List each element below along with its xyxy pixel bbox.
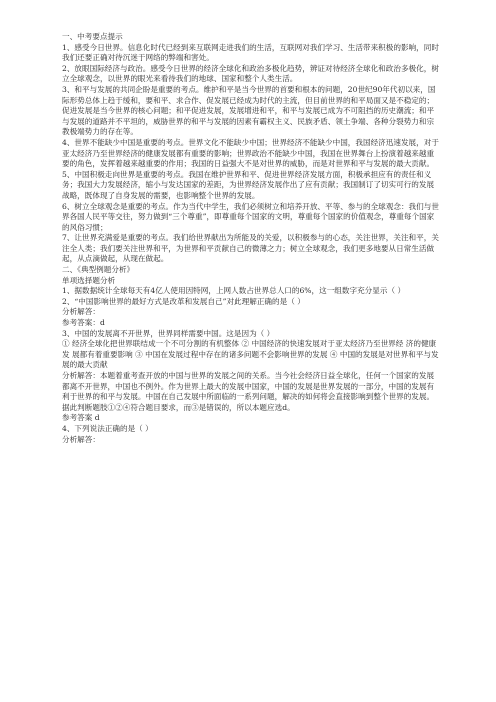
subheading-single-choice: 单项选择题分析 <box>62 275 116 285</box>
question-1: 1、据数据统计全球每天有4亿人使用因特网，上网人数占世界总人口的6%，这一组数字充分显示（ ） <box>62 286 406 296</box>
question-3: 3、中国的发展离不开世界，世界同样需要中国。这是因为（ ） <box>62 328 275 338</box>
question-2-answer: 参考答案：d <box>62 318 105 328</box>
key-point-7: 7、让世界充满爱是重要的考点。我们给世界献出为所能及的关爱，以积极参与的心态，关注世界，关注和平，关注全人类；我们要关注世界和平，为世界和平贡献自己的微薄之力；树立全球观念，我们更多地要从日常生活做起，从点滴做起，从现在做起。 <box>62 233 439 264</box>
key-point-2: 2、放眼国际经济与政治。感受今日世界的经济全球化和政治多极化趋势，辨证对待经济全球化和政治多极化，树立全球观念，以世界的眼光来看待我们的地球、国家和整个人类生活。 <box>62 63 439 84</box>
section-heading-key-points: 一、中考要点提示 <box>62 32 123 41</box>
question-2-analysis-label: 分析解答： <box>62 307 100 317</box>
question-4-analysis-label: 分析解答： <box>62 434 100 444</box>
key-point-6: 6、树立全球观念是重要的考点。作为当代中学生，我们必须树立和培养开放、平等、参与的全球观念：我们与世界各国人民平等交往，努力做到“三个尊重”，即尊重每个国家的文明，尊重每个国家的价值观念，尊重每个国家的风俗习惯； <box>62 201 439 232</box>
section-heading-examples: 二、《典型例题分析》 <box>62 265 135 275</box>
question-3-analysis: 分析解答：本题着重考查开放的中国与世界的发展之间的关系。当今社会经济日益全球化，任何一个国家的发展都离不开世界，中国也不例外。作为世界上最大的发展中国家，中国的发展是世界发展的一部分，中国的发展有利于世界的和平与发展。中国在自己发展中所面临的一系列问题，解决的如何将会直接影响到整个世界的发展。据此判断题肢①②④符合题目要求，而③是错误的，所以本题应选d。 <box>62 371 435 412</box>
question-2: 2、“中国影响世界的最好方式是改革和发展自己”对此理解正确的是（ ） <box>62 296 305 306</box>
key-point-1: 1、感受今日世界。信息化时代已经到来互联网走进我们的生活，互联网对我们学习、生活带来积极的影响，同时我们还要正确对待沉迷于网络的弊端和害处。 <box>62 42 439 63</box>
key-point-4: 4、世界不能缺少中国是重要的考点。世界文化不能缺少中国；世界经济不能缺少中国，我国经济迅速发展，对于亚太经济乃至世界经济的健康发展都有重要的影响；世界政治不能缺少中国，我国在世界舞台上扮演着越来越重要的角色，发挥着越来越重要的作用；我国的日益强大不是对世界的威胁，而是对世界和平与发展的最大贡献。 <box>62 137 439 169</box>
question-4: 4、下列说法正确的是（ ） <box>62 423 153 433</box>
question-3-options: ① 经济全球化把世界联结成一个不可分割的有机整体 ② 中国经济的快速发展对于亚太经济乃至世界经 济的健康发 展都有着重要影响 ③ 中国在发展过程中存在的诸多问题不会影响世界的发展 ④ 中国的发展是对世界和平与发展的最大贡献 <box>62 339 439 370</box>
question-3-answer: 参考答案 d <box>62 413 100 423</box>
key-point-5: 5、中国积极走向世界是重要的考点。我国在维护世界和平、促进世界经济发展方面，积极承担应有的责任和义务；我国大力发展经济，缩小与发达国家的差距，为世界经济发展作出了应有贡献；我国制订了切实可行的发展战略，既体现了自身发展的需要，也影响整个世界的发展。 <box>62 169 435 200</box>
key-point-3: 3、和平与发展的共同企盼是重要的考点。维护和平是当今世界的首要和根本的问题，20世纪90年代初以来，国际形势总体上趋于缓和，要和平、求合作、促发展已经成为时代的主流，但目前世界的和平局面又是不稳定的；促进发展是当今世界的核心问题；和平促进发展，发展增进和平，和平与发展已成为不可阻挡的历史潮流；和平与发展的道路并不平坦的，威胁世界的和平与发展的因素有霸权主义、民族矛盾、领土争端、各种分裂势力和宗教极端势力的存在等。 <box>62 84 436 137</box>
